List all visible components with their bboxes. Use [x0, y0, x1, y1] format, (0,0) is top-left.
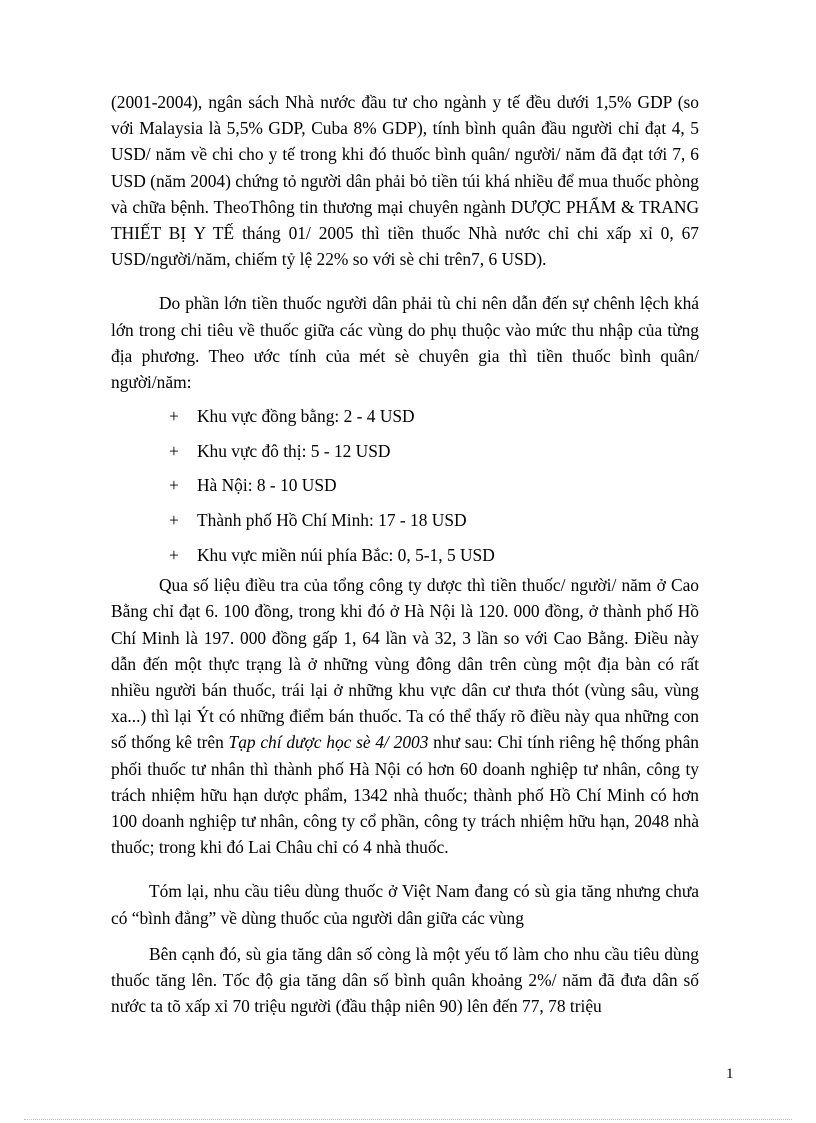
page-number: 1	[726, 1066, 734, 1082]
list-item	[111, 468, 699, 503]
list-item-text: Khu vực miền núi phía Bắc: 0, 5-1, 5 USD	[197, 544, 495, 565]
survey-text-start: Qua số liệu điều tra của tổng công ty dược thì tiền thuốc/ người/ năm ở Cao Bằng chỉ đạt 6. 100 đồng, trong khi đó ở Hà Nội là 120. 000 đồng, ở thành phố Hồ Chí Minh là 197. 000 đồng gấp 1, 64 lần và 32, 3 lần so với Cao Bằng. Điều này dẫn đến một thực trạng là ở những vùng đông dân trên cùng một địa bàn có rất nhiều người bán thuốc, trái lại ở những khu vực dân cư thưa thót (vùng sâu, vùng xa...) thì lại Ýt có những điểm bán thuốc. Ta có thể thấy rõ điều này qua những con số thống kê trên	[111, 575, 699, 753]
list-item	[111, 503, 699, 538]
bullet-marker: +	[169, 440, 179, 461]
document-body	[111, 89, 699, 1019]
paragraph-summary: Tóm lại, nhu cầu tiêu dùng thuốc ở Việt Nam đang có sù gia tăng nhưng chưa có “bình đẳng” về dùng thuốc của người dân giữa các vùng	[111, 881, 699, 928]
list-item-text: Khu vực đồng bằng: 2 - 4 USD	[197, 406, 415, 427]
paragraph-regional-spending: Do phần lớn tiền thuốc người dân phải tù chi nên dẫn đến sự chênh lệch khá lớn trong chi tiêu về thuốc giữa các vùng do phụ thuộc vào mức thu nhập của từng địa phương. Theo ước tính của mét sè chuyên gia thì tiền thuốc bình quân/ người/năm:	[111, 293, 699, 393]
bullet-marker: +	[169, 406, 179, 427]
survey-text-end: như sau: Chỉ tính riêng hệ thống phân phối thuốc tư nhân thì thành phố Hà Nội có hơn 60 doanh nghiệp tư nhân, công ty trách nhiệm hữu hạn dược phẩm, 1342 nhà thuốc; thành phố Hồ Chí Minh có hơn 100 doanh nghiệp tư nhân, công ty cổ phần, công ty trách nhiệm hữu hạn, 2048 nhà thuốc; trong khi đó Lai Châu chỉ có 4 nhà thuốc.	[111, 732, 699, 858]
list-item	[111, 538, 699, 573]
paragraph-survey-data	[111, 572, 699, 860]
bullet-marker: +	[169, 510, 179, 531]
paragraph-health-budget: (2001-2004), ngân sách Nhà nước đầu tư cho ngành y tế đều dưới 1,5% GDP (so với Malaysia là 5,5% GDP, Cuba 8% GDP), tính bình quân đầu người chỉ đạt 4, 5 USD/ năm về chi cho y tế trong khi đó thuốc bình quân/ người/ năm đã đạt tới 7, 6 USD (năm 2004) chứng tỏ người dân phải bỏ tiền túi khá nhiều để mua thuốc phòng và chữa bệnh. TheoThông tin thương mại chuyên ngành DƯỢC PHẨM & TRANG THIẾT BỊ Y TẾ tháng 01/ 2005 thì tiền thuốc Nhà nước chỉ chi xấp xỉ 0, 67 USD/người/năm, chiếm tỷ lệ 22% so với sè chi trên7, 6 USD).	[111, 92, 699, 270]
page-bottom-divider	[24, 1119, 792, 1120]
list-item-text: Thành phố Hồ Chí Minh: 17 - 18 USD	[197, 510, 467, 531]
journal-citation: Tạp chí dược học sè 4/ 2003	[228, 732, 429, 753]
paragraph-population-growth: Bên cạnh đó, sù gia tăng dân số còng là một yếu tố làm cho nhu cầu tiêu dùng thuốc tăng lên. Tốc độ gia tăng dân số bình quân khoảng 2%/ năm đã đưa dân số nước ta tõ xấp xỉ 70 triệu người (đầu thập niên 90) lên đến 77, 78 triệu	[111, 943, 699, 1017]
list-item-text: Hà Nội: 8 - 10 USD	[197, 475, 337, 496]
list-item	[111, 399, 699, 434]
list-item-text: Khu vực đô thị: 5 - 12 USD	[197, 440, 391, 461]
bullet-marker: +	[169, 475, 179, 496]
regional-spending-list	[111, 399, 699, 572]
list-item	[111, 434, 699, 469]
bullet-marker: +	[169, 544, 179, 565]
